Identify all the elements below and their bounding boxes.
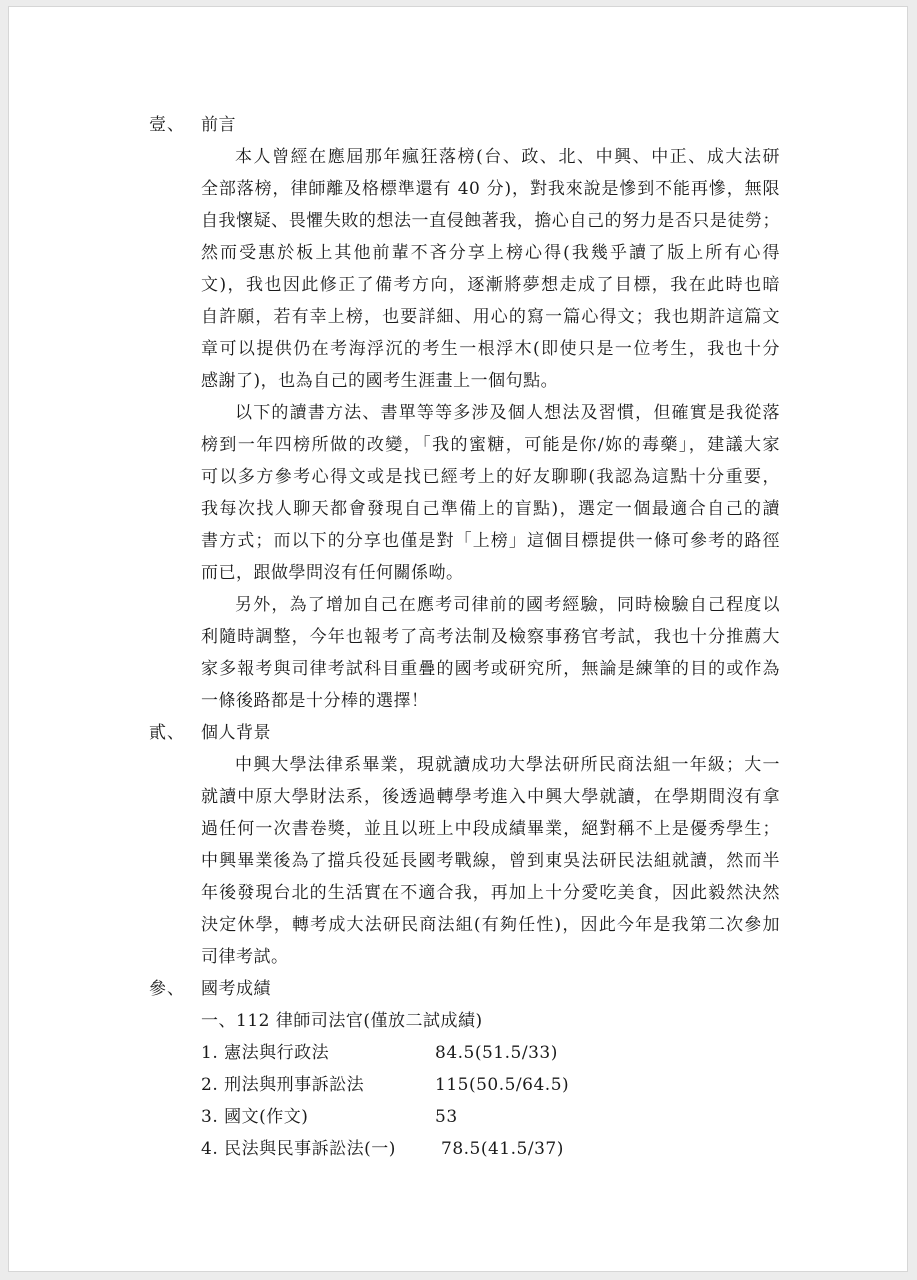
score-value: 84.5(51.5/33): [435, 1043, 558, 1063]
score-value: 78.5(41.5/37): [441, 1139, 564, 1159]
paragraph-line: 然而受惠於板上其他前輩不吝分享上榜心得(我幾乎讀了版上所有心得: [201, 243, 780, 263]
paragraph-line: 一條後路都是十分棒的選擇！: [201, 691, 429, 711]
paragraph-line: 自我懷疑、畏懼失敗的想法一直侵蝕著我，擔心自己的努力是否只是徒勞；: [201, 211, 780, 231]
score-subject: 2. 刑法與刑事訴訟法: [201, 1075, 365, 1095]
paragraph-line: 司律考試。: [201, 947, 289, 967]
section-number: 壹、: [149, 115, 185, 135]
score-subject: 1. 憲法與行政法: [201, 1043, 330, 1063]
paragraph-line: 以下的讀書方法、書單等等多涉及個人想法及習慣，但確實是我從落: [235, 403, 780, 423]
paragraph-line: 書方式；而以下的分享也僅是對「上榜」這個目標提供一條可參考的路徑: [201, 531, 780, 551]
paragraph-line: 全部落榜，律師離及格標準還有 40 分)，對我來說是慘到不能再慘，無限: [201, 179, 780, 199]
paragraph-line: 另外，為了增加自己在應考司律前的國考經驗，同時檢驗自己程度以: [235, 595, 780, 615]
section-number: 貳、: [149, 723, 185, 743]
paragraph-line: 可以多方參考心得文或是找已經考上的好友聊聊(我認為這點十分重要，: [201, 467, 780, 487]
score-subject: 4. 民法與民事訴訟法(一): [201, 1139, 396, 1159]
section-title: 個人背景: [201, 723, 271, 743]
sub-heading: 一、112 律師司法官(僅放二試成績): [201, 1011, 483, 1031]
paragraph-line: 文)，我也因此修正了備考方向，逐漸將夢想走成了目標，我在此時也暗: [201, 275, 780, 295]
paragraph-line: 感謝了)，也為自己的國考生涯畫上一個句點。: [201, 371, 559, 391]
paragraph-line: 我每次找人聊天都會發現自己準備上的盲點)，選定一個最適合自己的讀: [201, 499, 780, 519]
paragraph-line: 本人曾經在應屆那年瘋狂落榜(台、政、北、中興、中正、成大法研: [235, 147, 780, 167]
paragraph-line: 中興大學法律系畢業，現就讀成功大學法研所民商法組一年級；大一: [235, 755, 780, 775]
section-title: 國考成績: [201, 979, 271, 999]
section-title: 前言: [201, 115, 236, 135]
paragraph-line: 家多報考與司律考試科目重疊的國考或研究所，無論是練筆的目的或作為: [201, 659, 780, 679]
paragraph-line: 章可以提供仍在考海浮沉的考生一根浮木(即使只是一位考生，我也十分: [201, 339, 780, 359]
document-page: [8, 6, 908, 1272]
paragraph-line: 自許願，若有幸上榜，也要詳細、用心的寫一篇心得文；我也期許這篇文: [201, 307, 780, 327]
paragraph-line: 年後發現台北的生活實在不適合我，再加上十分愛吃美食，因此毅然決然: [201, 883, 780, 903]
section-number: 參、: [149, 979, 185, 999]
paragraph-line: 而已，跟做學問沒有任何關係呦。: [201, 563, 464, 583]
paragraph-line: 決定休學，轉考成大法研民商法組(有夠任性)，因此今年是我第二次參加: [201, 915, 780, 935]
paragraph-line: 就讀中原大學財法系，後透過轉學考進入中興大學就讀，在學期間沒有拿: [201, 787, 780, 807]
paragraph-line: 中興畢業後為了擋兵役延長國考戰線，曾到東吳法研民法組就讀，然而半: [201, 851, 780, 871]
paragraph-line: 榜到一年四榜所做的改變，「我的蜜糖，可能是你/妳的毒藥」，建議大家: [201, 435, 780, 455]
paragraph-line: 過任何一次書卷獎，並且以班上中段成績畢業，絕對稱不上是優秀學生；: [201, 819, 780, 839]
score-value: 53: [435, 1107, 458, 1127]
score-value: 115(50.5/64.5): [435, 1075, 570, 1095]
paragraph-line: 利隨時調整，今年也報考了高考法制及檢察事務官考試，我也十分推薦大: [201, 627, 780, 647]
score-subject: 3. 國文(作文): [201, 1107, 309, 1127]
